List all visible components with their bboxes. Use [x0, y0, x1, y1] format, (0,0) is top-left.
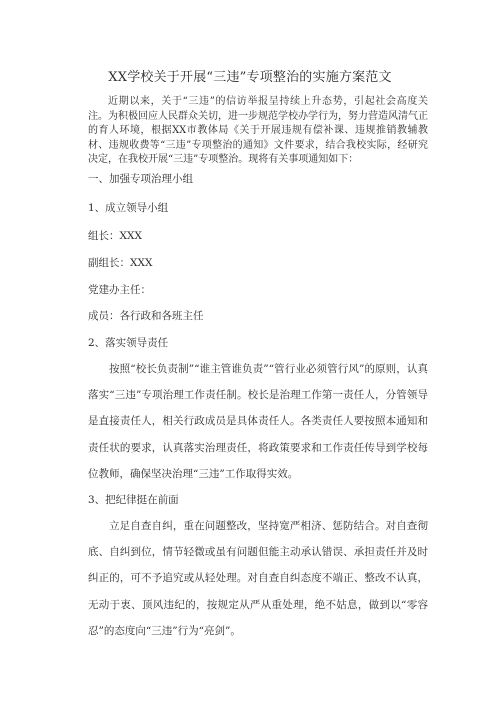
item1-heading: 1、成立领导小组 [88, 202, 169, 214]
deputy-leader-line: 副组长：XXX [88, 257, 153, 269]
intro-paragraph: 近期以来，关于“三违”的信访举报呈持续上升态势，引起社会高度关注。为积极回应人民群众关切，进一步规范学校办学行为，努力营造风清气正的育人环境，根据XX市教体局《关于开展违规有偿补课、违规推销教辅教材、违规收费等“三违”专项整治的通知》文件要求，结合我校实际，经研究决定，在我校开展“三违”专项整治。现将有关事项通知如下： [88, 96, 428, 165]
leader-line: 组长：XXX [88, 230, 142, 242]
item2-body: 按照“校长负责制”“谁主管谁负责”“管行业必须管行风”的原则，认真落实“三违”专项治理工作责任制。校长是治理工作第一责任人，分管领导是直接责任人，相关行政成员是具体责任人。各类责任人要按照本通知和责任状的要求，认真落实治理责任，将政策要求和工作责任传导到学校每位教师，确保坚决治理“三违”工作取得实效。 [88, 363, 428, 480]
item3-heading: 3、把纪律挺在前面 [88, 494, 179, 506]
item2-heading: 2、落实领导责任 [88, 337, 169, 349]
section1-heading: 一、加强专项治理小组 [88, 173, 193, 185]
item3-body: 立足自查自纠，重在问题整改，坚持宽严相济、惩防结合。对自查彻底、自纠到位，情节轻微或虽有问题但能主动承认错误、承担责任并及时纠正的，可不予追究或从轻处理。对自查自纠态度不端正、整改不认真，无动于衷、顶风违纪的，按规定从严从重处理，绝不姑息，做到以“零容忍”的态度向“三违”行为“亮剑”。 [88, 520, 428, 637]
members-line: 成员：各行政和各班主任 [88, 310, 204, 322]
document-title: XX学校关于开展“三违”专项整治的实施方案范文 [108, 70, 392, 85]
party-office-line: 党建办主任： [88, 284, 151, 296]
